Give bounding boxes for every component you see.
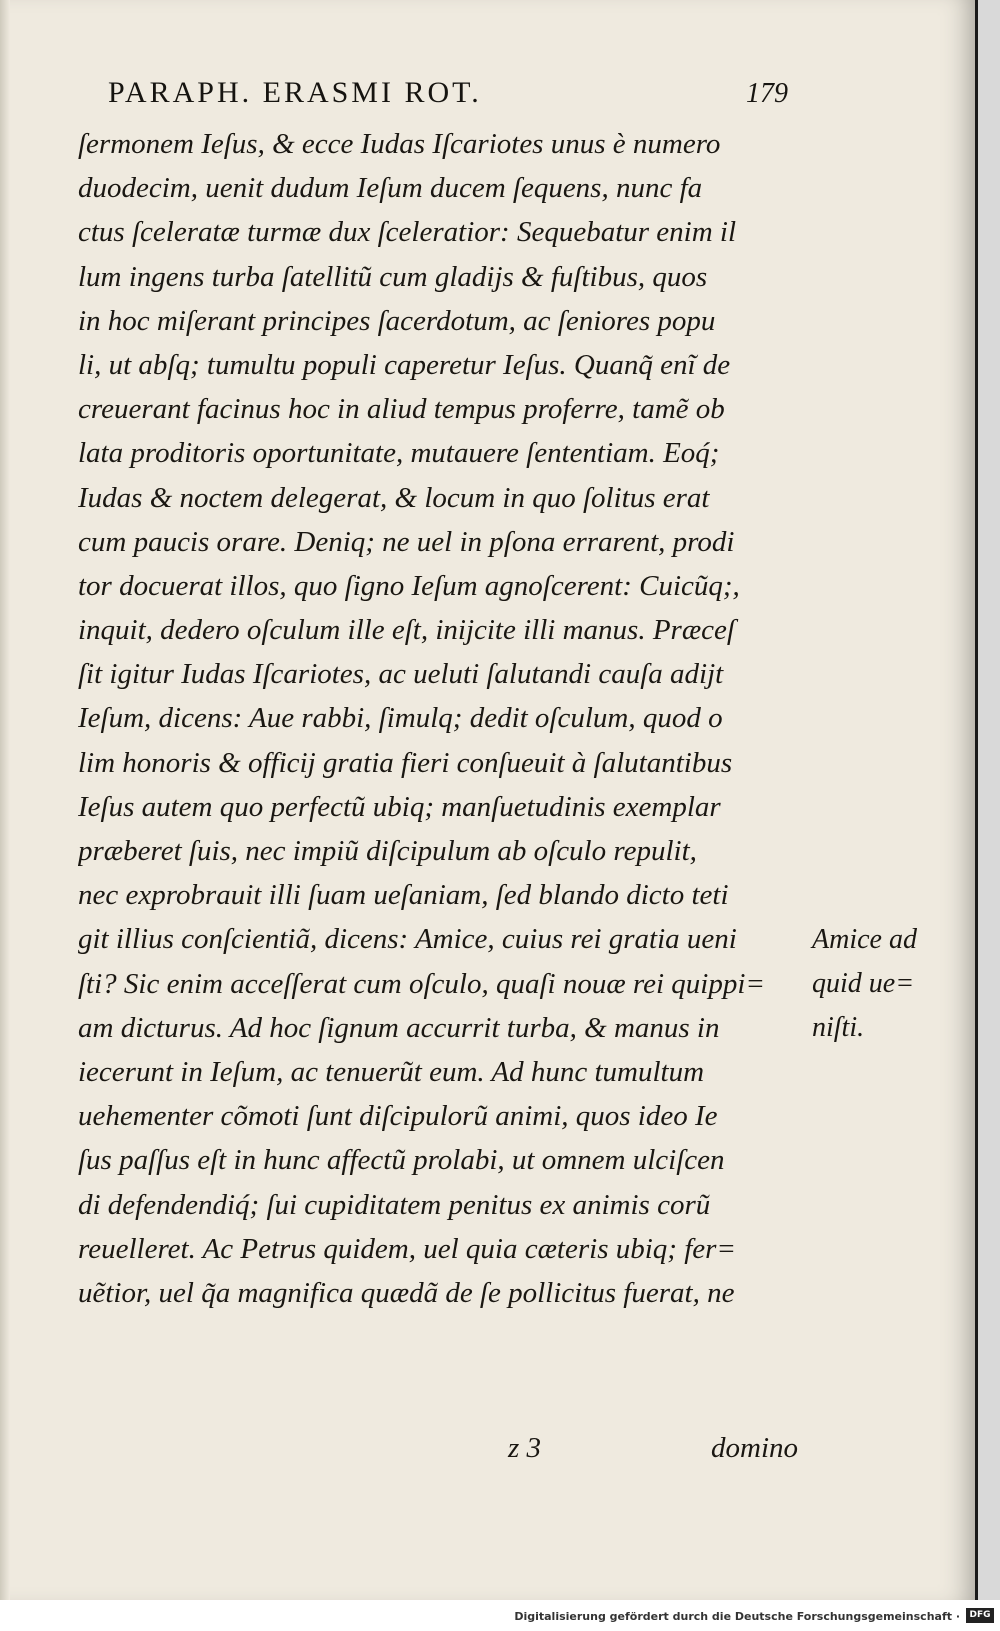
text-line: cum paucis orare. Deniq; ne uel in pſona errarent, prodi — [78, 525, 735, 558]
catchline — [78, 1432, 798, 1476]
running-head-title: PARAPH. ERASMI ROT. — [108, 76, 482, 109]
margin-note-line: niſti. — [812, 1012, 865, 1043]
text-line: Iudas & noctem delegerat, & locum in quo ſolitus erat — [78, 481, 710, 514]
text-line: lata proditoris oportunitate, mutauere ſententiam. Eoq́; — [78, 437, 720, 470]
text-line: am dicturus. Ad hoc ſignum accurrit turba, & manus in — [78, 1011, 720, 1044]
text-line: ſus paſſus eſt in hunc affectũ prolabi, ut omnem ulciſcen — [78, 1144, 725, 1177]
text-line: tor docuerat illos, quo ſigno Ieſum agnoſcerent: Cuicũq;, — [78, 569, 740, 602]
body-text — [78, 122, 808, 1464]
text-line: lum ingens turba ſatellitũ cum gladijs & fuſtibus, quos — [78, 260, 708, 293]
text-line: ſit igitur Iudas Iſcariotes, ac ueluti ſalutandi cauſa adijt — [78, 658, 724, 691]
text-line: git illius conſcientiã, dicens: Amice, cuius rei gratia ueni — [78, 923, 737, 956]
text-line: Ieſum, dicens: Aue rabbi, ſimulq; dedit oſculum, quod o — [78, 702, 723, 735]
running-head — [108, 76, 788, 116]
page-gutter-shadow — [0, 0, 10, 1600]
text-line: Ieſus autem quo perfectũ ubiq; manſuetudinis exemplar — [78, 790, 721, 823]
page-number: 179 — [746, 78, 788, 109]
text-line: reuelleret. Ac Petrus quidem, uel quia cæteris ubiq; fer= — [78, 1232, 736, 1265]
text-line: in hoc miſerant principes ſacerdotum, ac ſeniores popu — [78, 304, 716, 337]
footer-bar — [0, 1600, 1000, 1631]
margin-note-line: Amice ad — [812, 924, 917, 955]
text-line: li, ut abſq; tumultu populi caperetur Ieſus. Quanq̃ enĩ de — [78, 348, 731, 381]
dfg-logo: DFG — [966, 1608, 994, 1623]
text-line: uehementer cõmoti ſunt diſcipulorũ animi, quos ideo Ie — [78, 1100, 718, 1133]
text-line: lim honoris & officij gratia fieri conſueuit à ſalutantibus — [78, 746, 733, 779]
text-line: nec exprobrauit illi ſuam ueſaniam, ſed blando dicto teti — [78, 879, 729, 912]
text-line: creuerant facinus hoc in aliud tempus proferre, tamẽ ob — [78, 393, 725, 426]
text-line: præberet ſuis, nec impiũ diſcipulum ab oſculo repulit, — [78, 835, 697, 867]
text-line: iecerunt in Ieſum, ac tenuerũt eum. Ad hunc tumultum — [78, 1055, 705, 1088]
text-line: di defendendiq́; ſui cupiditatem penitus ex animis corũ — [78, 1188, 711, 1221]
text-line: uẽtior, uel q̃a magnifica quædã de ſe pollicitus fuerat, ne — [78, 1276, 735, 1309]
margin-note-line: quid ue= — [812, 968, 915, 999]
text-line: inquit, dedero oſculum ille eſt, inijcite illi manus. Præceſ — [78, 614, 735, 647]
text-line: duodecim, uenit dudum Ieſum ducem ſequens, nunc fa — [78, 172, 703, 205]
signature-mark: z 3 — [508, 1432, 542, 1464]
margin-note — [812, 918, 952, 1050]
text-line: ſti? Sic enim acceſſerat cum oſculo, quaſi nouæ rei quippi= — [78, 967, 765, 1000]
catchword: domino — [711, 1432, 798, 1464]
funding-credit: Digitalisierung gefördert durch die Deutsche Forschungsgemeinschaft · — [514, 1610, 960, 1623]
text-line: ſermonem Ieſus, & ecce Iudas Iſcariotes unus è numero — [78, 128, 721, 160]
text-line: ctus ſceleratæ turmæ dux ſceleratior: Sequebatur enim il — [78, 216, 737, 249]
